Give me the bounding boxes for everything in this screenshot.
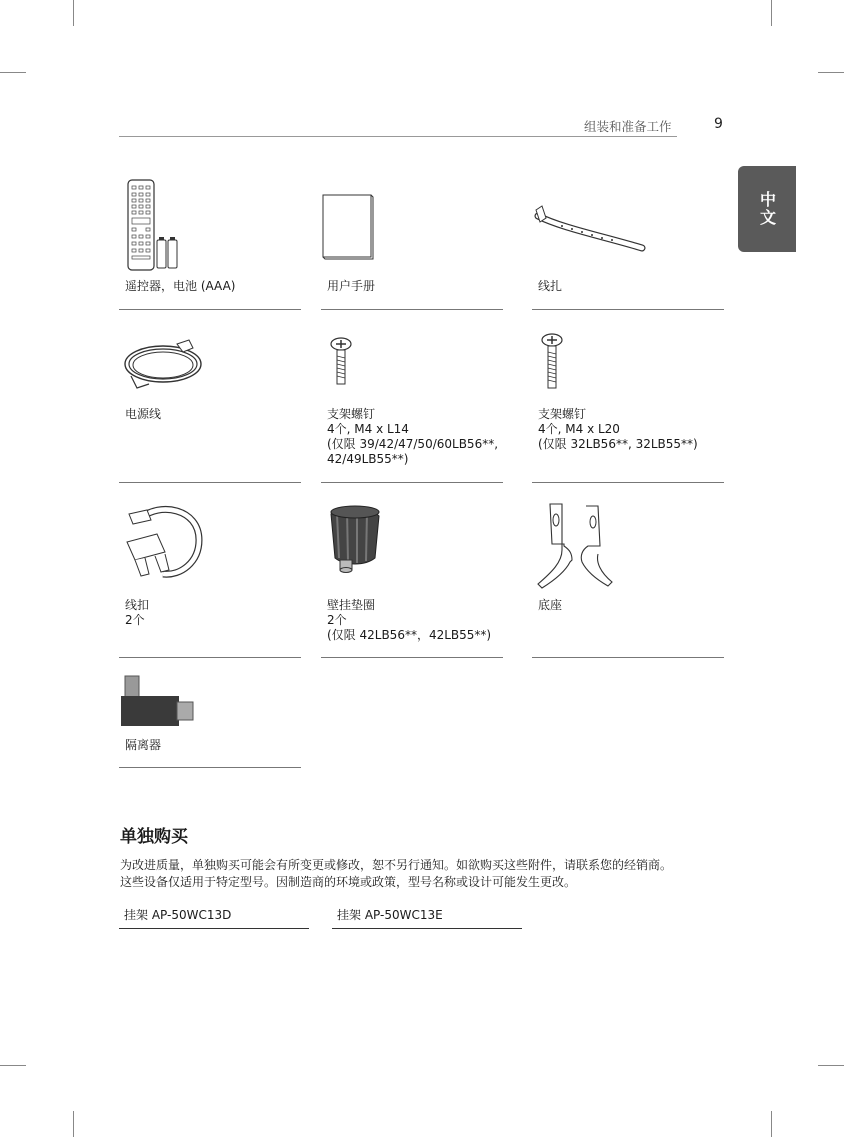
item-label: 遥控器，电池 (AAA) [125, 279, 236, 293]
item-label: 线扎 [538, 279, 563, 293]
item-detail: (仅限 42LB56**，42LB55**) [327, 628, 492, 642]
section-body-line: 这些设备仅适用于特定型号。因制造商的环境或政策，型号名称或设计可能发生更改。 [120, 875, 577, 889]
item-divider [321, 657, 503, 658]
cable-holder-icon [119, 500, 209, 586]
item-isolator [119, 674, 301, 774]
item-divider [119, 657, 301, 658]
item-label: 用户手册 [327, 279, 376, 293]
crop-mark [73, 0, 74, 26]
item-wall-spacer [321, 500, 503, 660]
item-detail: (仅限 39/42/47/50/60LB56**, [327, 437, 499, 451]
screw-icon [321, 330, 361, 390]
crop-mark [818, 1065, 844, 1066]
item-label: 支架螺钉 [538, 407, 587, 421]
item-divider [532, 657, 724, 658]
item-divider [119, 767, 301, 768]
section-body [120, 857, 730, 891]
crop-mark [818, 72, 844, 73]
language-tab-label: 中文 [757, 191, 777, 227]
language-tab[interactable] [738, 166, 796, 252]
page-header-title: 组装和准备工作 [584, 119, 672, 134]
item-divider [321, 309, 503, 310]
remote-control-icon [119, 178, 199, 274]
item-detail: 2个 [327, 613, 347, 627]
page-number: 9 [714, 116, 723, 132]
accessory-divider [119, 928, 309, 929]
item-label: 电源线 [125, 407, 162, 421]
item-label: 隔离器 [125, 738, 162, 752]
crop-mark [0, 72, 26, 73]
item-label: 支架螺钉 [327, 407, 376, 421]
item-detail: 4个, M4 x L14 [327, 422, 409, 436]
header-divider [119, 136, 677, 137]
power-cord-icon [119, 330, 209, 400]
item-detail: 4个, M4 x L20 [538, 422, 620, 436]
item-cable-tie [532, 178, 724, 313]
item-divider [119, 482, 301, 483]
accessory-divider [332, 928, 522, 929]
item-power-cord [119, 330, 301, 485]
item-divider [532, 482, 724, 483]
item-detail: 42/49LB55**) [327, 452, 409, 466]
item-divider [321, 482, 503, 483]
section-title: 单独购买 [120, 827, 188, 847]
item-manual [321, 178, 503, 313]
crop-mark [771, 1111, 772, 1137]
accessory-label: 挂架 AP-50WC13D [124, 908, 232, 922]
isolator-icon [119, 674, 199, 730]
stand-base-icon [532, 500, 632, 592]
screw-icon [532, 330, 572, 394]
crop-mark [771, 0, 772, 26]
section-body-line: 为改进质量，单独购买可能会有所变更或修改，恕不另行通知。如欲购买这些附件，请联系您的经销商。 [120, 858, 673, 872]
item-detail: 2个 [125, 613, 145, 627]
item-cable-holder [119, 500, 301, 660]
accessory-label: 挂架 AP-50WC13E [337, 908, 443, 922]
item-detail: (仅限 32LB56**, 32LB55**) [538, 437, 698, 451]
item-label: 壁挂垫圈 [327, 598, 376, 612]
crop-mark [73, 1111, 74, 1137]
item-stand-base [532, 500, 724, 660]
item-label: 底座 [538, 598, 563, 612]
manual-icon [321, 178, 381, 268]
item-divider [532, 309, 724, 310]
item-stand-screw-l14 [321, 330, 503, 485]
cable-tie-icon [532, 178, 652, 258]
item-label: 线扣 [125, 598, 150, 612]
item-divider [119, 309, 301, 310]
item-stand-screw-l20 [532, 330, 724, 485]
crop-mark [0, 1065, 26, 1066]
item-remote [119, 178, 301, 313]
wall-spacer-icon [321, 500, 391, 580]
